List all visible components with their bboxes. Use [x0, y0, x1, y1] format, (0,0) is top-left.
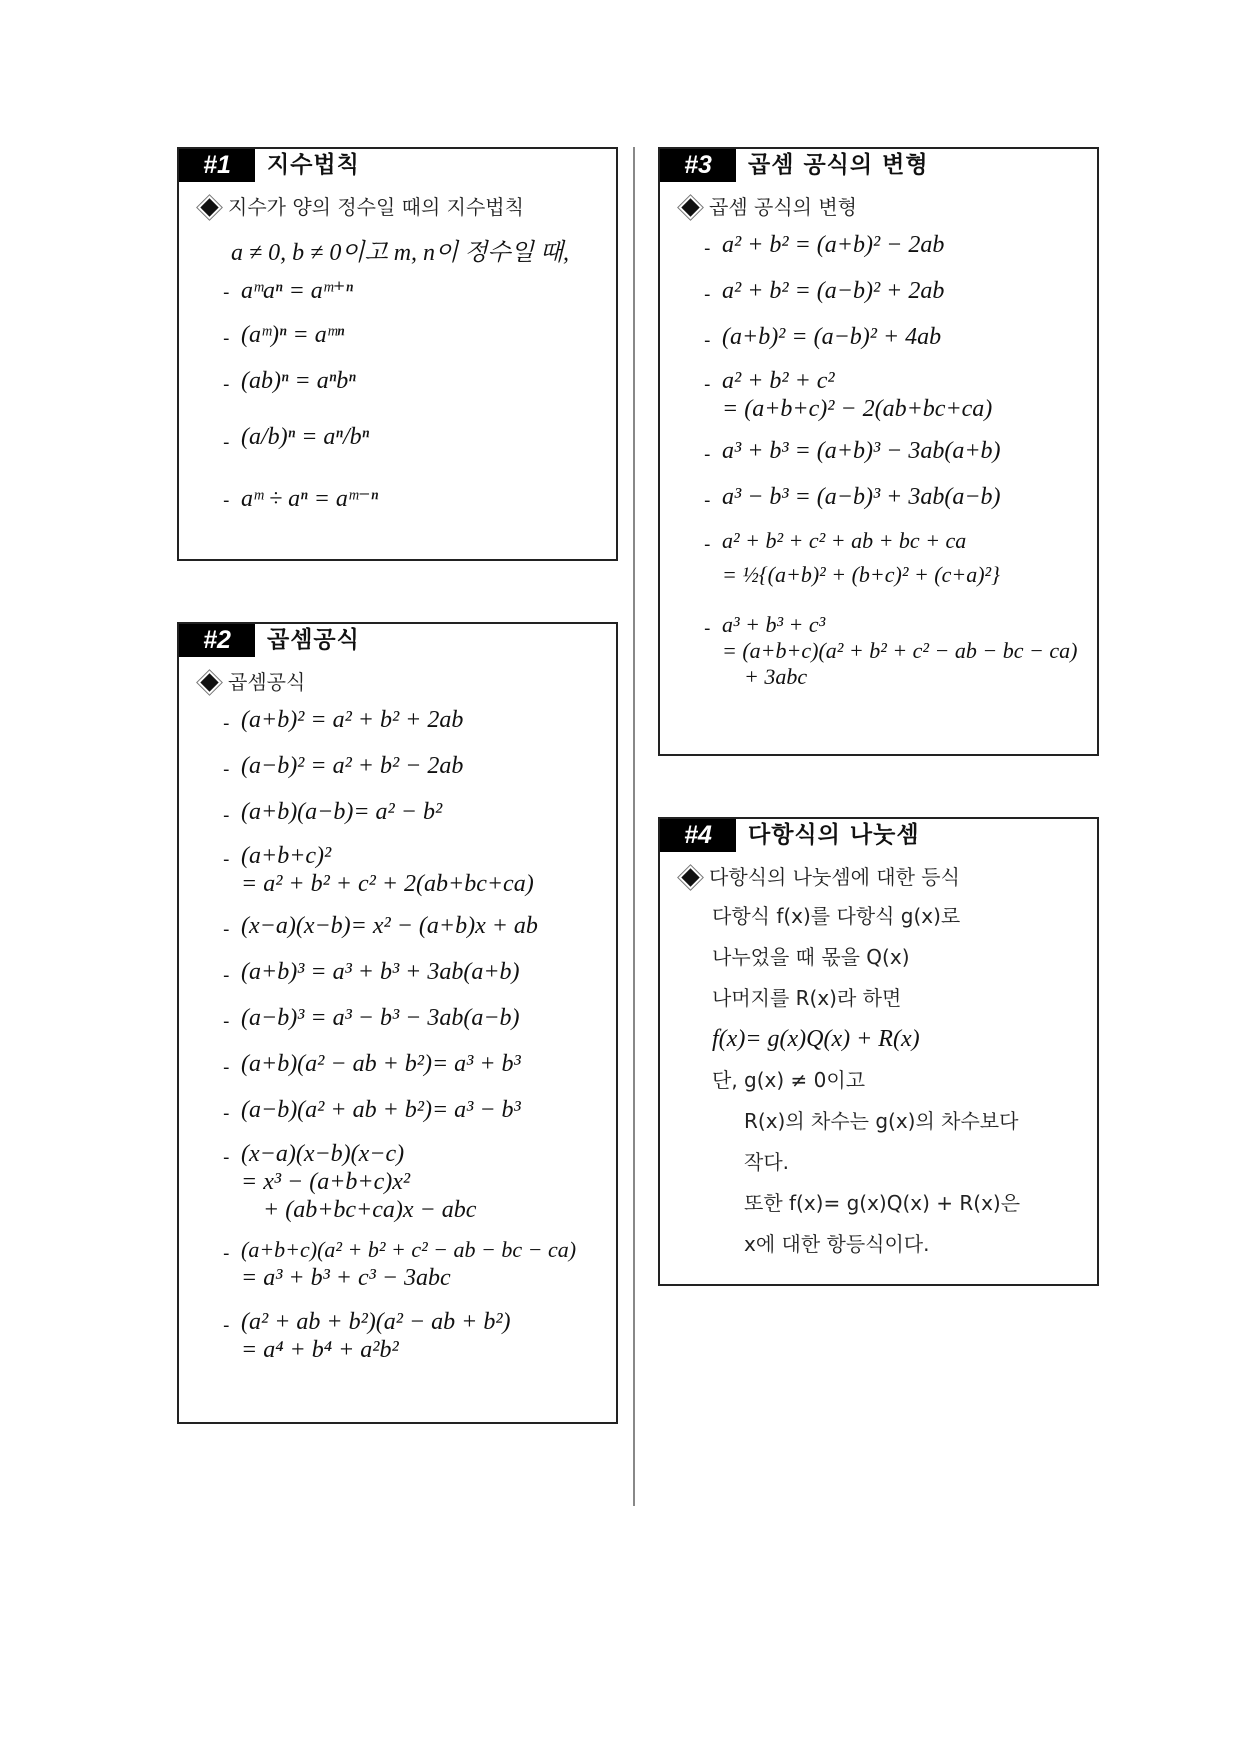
section-title: 다항식의 나눗셈 [748, 822, 920, 848]
formula-line [680, 318, 1097, 364]
formula-line [199, 478, 616, 524]
formula: (a/b)ⁿ = aⁿ/bⁿ [241, 424, 370, 450]
section-number: #1 [179, 149, 255, 182]
section-3-box [658, 147, 1099, 756]
formula-line [199, 1233, 616, 1305]
section-title: 곱셈 공식의 변형 [748, 152, 929, 178]
dash: - [223, 1147, 230, 1168]
formula-continuation: + 3abc [744, 664, 808, 689]
formula: (a+b)(a−b)= a² − b² [241, 799, 443, 825]
condition-line [199, 226, 616, 270]
dash: - [704, 330, 711, 351]
dash: - [704, 238, 711, 259]
section-1-box [177, 147, 618, 561]
diamond-bullet-icon [681, 198, 699, 216]
dash: - [223, 805, 230, 826]
text-line: 나누었을 때 몫을 Q(x) [712, 945, 910, 969]
formula: a² + b² = (a+b)² − 2ab [722, 232, 945, 258]
formula: (a+b+c)(a² + b² + c² − ab − bc − ca) [241, 1237, 577, 1262]
dash: - [223, 759, 230, 780]
section-header [660, 819, 1097, 852]
section-title: 곱셈공식 [267, 627, 360, 653]
formula: a³ + b³ + c³ [722, 612, 826, 637]
text-line: 다항식 f(x)를 다항식 g(x)로 [712, 904, 961, 928]
subtitle-text: 다항식의 나눗셈에 대한 등식 [709, 865, 960, 889]
formula: (a−b)³ = a³ − b³ − 3ab(a−b) [241, 1005, 520, 1031]
formula-line [199, 1045, 616, 1091]
formula-line [199, 953, 616, 999]
formula: (a+b)(a² − ab + b²)= a³ + b³ [241, 1051, 521, 1077]
subtitle-text: 지수가 양의 정수일 때의 지수법칙 [228, 195, 524, 219]
text-line: R(x)의 차수는 g(x)의 차수보다 [744, 1109, 1019, 1133]
formula-line [199, 270, 616, 316]
dash: - [223, 432, 230, 453]
formula: a² + b² + c² [722, 368, 835, 394]
formula: (x−a)(x−b)(x−c) [241, 1141, 405, 1167]
formula: a² + b² + c² + ab + bc + ca [722, 528, 967, 553]
formula: a² + b² = (a−b)² + 2ab [722, 278, 945, 304]
text-line: 작다. [744, 1150, 789, 1174]
formula-line [199, 1091, 616, 1137]
dash: - [223, 1315, 230, 1336]
formula-line [680, 432, 1097, 478]
dash: - [704, 618, 711, 639]
dash: - [223, 965, 230, 986]
formula-line [680, 272, 1097, 318]
formula-line [199, 701, 616, 747]
formula-continuation: = (a+b+c)² − 2(ab+bc+ca) [722, 396, 993, 422]
formula-line [199, 1305, 616, 1377]
section-number: #4 [660, 819, 736, 852]
section-header [179, 149, 616, 182]
section-header [179, 624, 616, 657]
dash: - [704, 284, 711, 305]
section-number: #3 [660, 149, 736, 182]
formula-continuation: = a³ + b³ + c³ − 3abc [241, 1265, 451, 1291]
dash: - [704, 374, 711, 395]
section-2-box [177, 622, 618, 1424]
subtitle [199, 663, 616, 701]
text-line: 나머지를 R(x)라 하면 [712, 986, 902, 1010]
section-number: #2 [179, 624, 255, 657]
dash: - [223, 919, 230, 940]
formula: a³ − b³ = (a−b)³ + 3ab(a−b) [722, 484, 1001, 510]
subtitle [199, 188, 616, 226]
subtitle-text: 곱셈공식 [228, 670, 306, 694]
column-divider [633, 147, 635, 1506]
section-title: 지수법칙 [267, 152, 360, 178]
dash: - [223, 490, 230, 511]
text-line: 또한 f(x)= g(x)Q(x) + R(x)은 [744, 1191, 1021, 1215]
subtitle [680, 858, 1097, 896]
dash: - [704, 444, 711, 465]
formula: aᵐ ÷ aⁿ = aᵐ⁻ⁿ [241, 486, 379, 512]
condition-text: a ≠ 0, b ≠ 0이고 m, n이 정수일 때, [231, 240, 569, 266]
formula-line [199, 408, 616, 478]
formula-line [680, 478, 1097, 524]
formula-line [199, 747, 616, 793]
formula-continuation: = (a+b+c)(a² + b² + c² − ab − bc − ca) [722, 638, 1078, 663]
formula: a³ + b³ = (a+b)³ − 3ab(a+b) [722, 438, 1001, 464]
dash: - [223, 1057, 230, 1078]
formula-line [199, 839, 616, 907]
section-header [660, 149, 1097, 182]
dash: - [223, 849, 230, 870]
subtitle-text: 곱셈 공식의 변형 [709, 195, 857, 219]
dash: - [223, 1243, 230, 1264]
formula: (a+b)² = (a−b)² + 4ab [722, 324, 942, 350]
formula: (x−a)(x−b)= x² − (a+b)x + ab [241, 913, 538, 939]
formula-line [199, 1137, 616, 1233]
text-line: 단, g(x) ≠ 0이고 [712, 1068, 866, 1092]
diamond-bullet-icon [681, 868, 699, 886]
dash: - [223, 713, 230, 734]
formula-line [680, 364, 1097, 432]
formula: (a−b)² = a² + b² − 2ab [241, 753, 464, 779]
dash: - [223, 282, 230, 303]
formula-continuation: = a² + b² + c² + 2(ab+bc+ca) [241, 871, 534, 897]
dash: - [223, 374, 230, 395]
formula-line [199, 793, 616, 839]
text-line: x에 대한 항등식이다. [744, 1232, 930, 1256]
formula-line: f(x)= g(x)Q(x) + R(x) [712, 1026, 920, 1052]
dash: - [223, 328, 230, 349]
formula-continuation: + (ab+bc+ca)x − abc [263, 1197, 477, 1223]
formula: (a+b)² = a² + b² + 2ab [241, 707, 464, 733]
formula: (aᵐ)ⁿ = aᵐⁿ [241, 322, 345, 348]
formula: (a+b)³ = a³ + b³ + 3ab(a+b) [241, 959, 520, 985]
formula-line [199, 907, 616, 953]
dash: - [704, 490, 711, 511]
diamond-bullet-icon [200, 673, 218, 691]
formula-line [199, 362, 616, 408]
formula-line [680, 608, 1097, 704]
formula: (a+b+c)² [241, 843, 332, 869]
formula-continuation: = a⁴ + b⁴ + a²b² [241, 1337, 399, 1363]
formula: aᵐaⁿ = aᵐ⁺ⁿ [241, 278, 353, 304]
section-4-box [658, 817, 1099, 1286]
formula: (ab)ⁿ = aⁿbⁿ [241, 368, 356, 394]
subtitle [680, 188, 1097, 226]
formula-line [680, 226, 1097, 272]
dash: - [704, 534, 711, 555]
formula-line [680, 524, 1097, 608]
dash: - [223, 1011, 230, 1032]
diamond-bullet-icon [200, 198, 218, 216]
formula-continuation: = x³ − (a+b+c)x² [241, 1169, 411, 1195]
dash: - [223, 1103, 230, 1124]
formula: (a−b)(a² + ab + b²)= a³ − b³ [241, 1097, 521, 1123]
formula-line [199, 999, 616, 1045]
formula-continuation: = ½{(a+b)² + (b+c)² + (c+a)²} [722, 562, 1000, 587]
formula-line [199, 316, 616, 362]
formula: (a² + ab + b²)(a² − ab + b²) [241, 1309, 511, 1335]
